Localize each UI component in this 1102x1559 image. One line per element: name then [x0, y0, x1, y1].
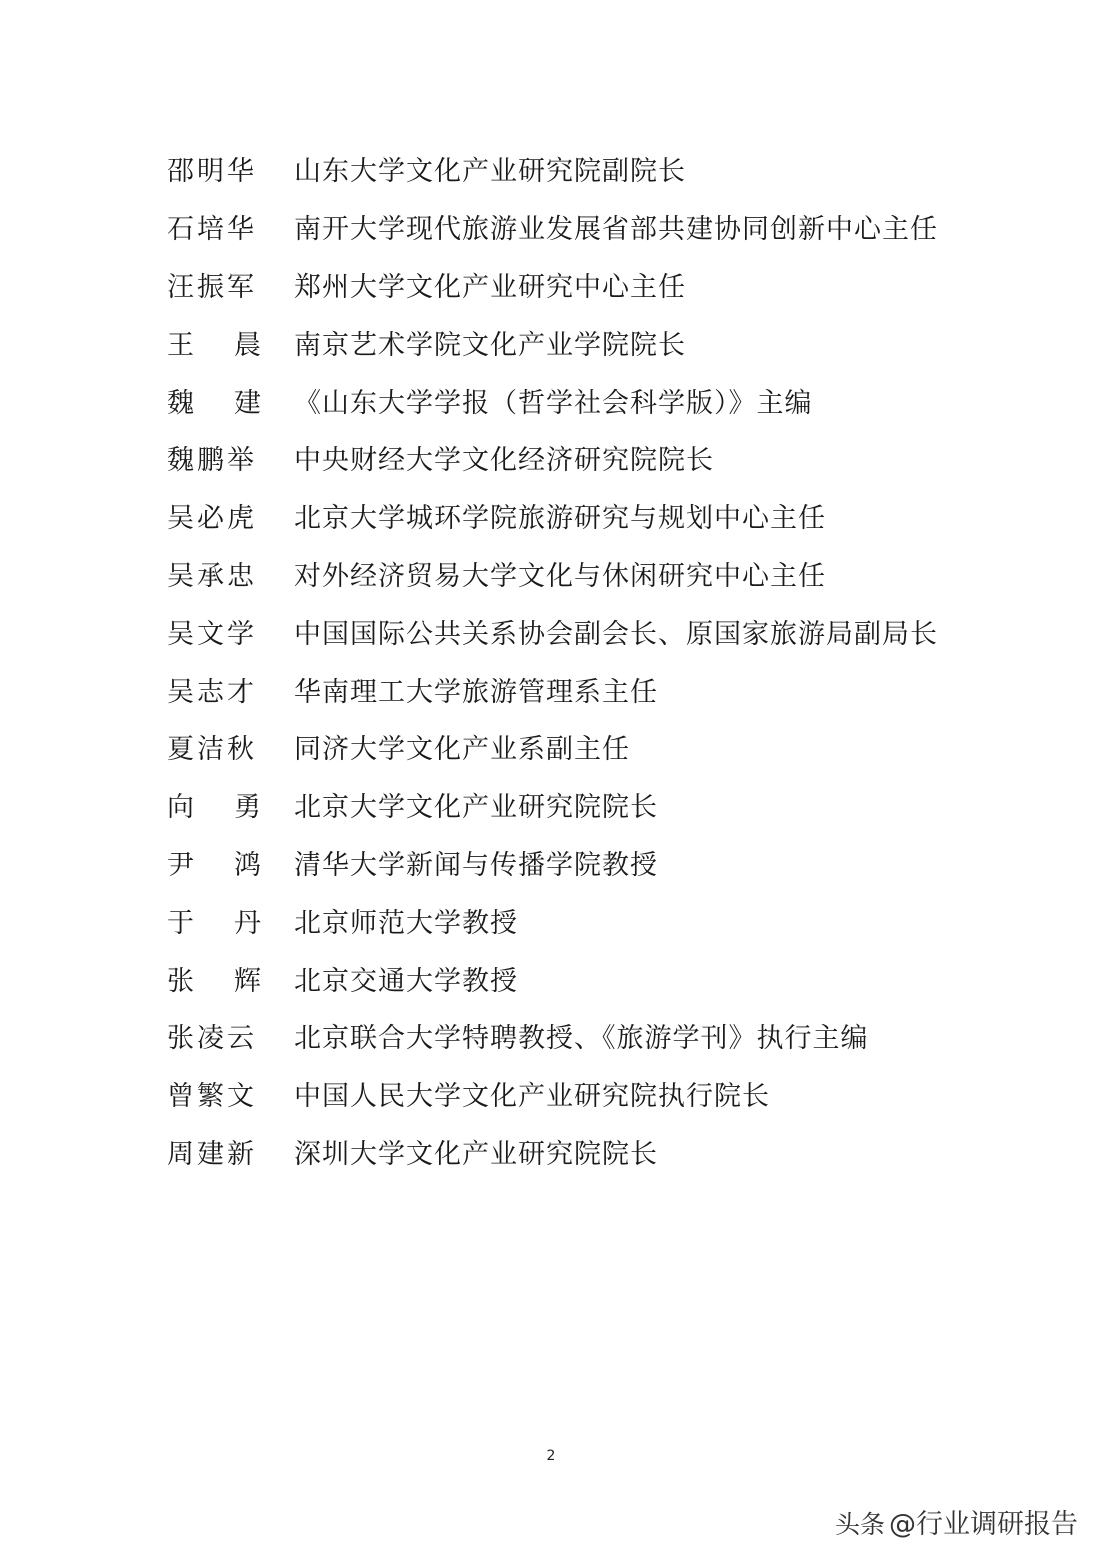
list-item [167, 660, 947, 718]
member-name: 张凌云 [167, 1023, 257, 1055]
member-title: 南京艺术学院文化产业学院院长 [294, 329, 686, 361]
member-name: 吴承忠 [167, 560, 257, 592]
member-name: 吴必虎 [167, 503, 257, 535]
list-item [167, 198, 947, 256]
member-title: 北京师范大学教授 [294, 907, 518, 939]
watermark-account: @行业调研报告 [889, 1509, 1078, 1540]
member-title: 郑州大学文化产业研究中心主任 [294, 271, 686, 303]
member-title: 中国人民大学文化产业研究院执行院长 [294, 1081, 770, 1113]
list-item [167, 1065, 947, 1123]
member-name: 魏建 [167, 387, 301, 419]
member-name: 尹鸿 [167, 849, 301, 881]
member-title: 北京联合大学特聘教授、《旅游学刊》执行主编 [294, 1023, 869, 1055]
member-title: 对外经济贸易大学文化与休闲研究中心主任 [294, 560, 826, 592]
list-item [167, 1007, 947, 1065]
member-title: 《山东大学学报（哲学社会科学版）》主编 [294, 387, 813, 419]
member-name: 汪振军 [167, 271, 257, 303]
list-item [167, 487, 947, 545]
member-name: 石培华 [167, 214, 257, 246]
list-item [167, 1123, 947, 1181]
member-title: 清华大学新闻与传播学院教授 [294, 849, 658, 881]
member-name: 魏鹏举 [167, 445, 257, 477]
watermark-brand: 头条 [834, 1510, 885, 1539]
member-name: 向勇 [167, 792, 301, 824]
list-item [167, 371, 947, 429]
page-number: 2 [546, 1448, 556, 1464]
member-name: 吴文学 [167, 618, 257, 650]
member-name: 周建新 [167, 1138, 257, 1170]
list-item [167, 834, 947, 892]
member-title: 华南理工大学旅游管理系主任 [294, 676, 658, 708]
list-item [167, 776, 947, 834]
member-title: 深圳大学文化产业研究院院长 [294, 1138, 658, 1170]
list-item [167, 891, 947, 949]
list-item [167, 140, 947, 198]
member-title: 中央财经大学文化经济研究院院长 [294, 445, 714, 477]
member-name: 曾繁文 [167, 1081, 257, 1113]
member-title: 南开大学现代旅游业发展省部共建协同创新中心主任 [294, 214, 938, 246]
list-item [167, 718, 947, 776]
member-title: 中国国际公共关系协会副会长、原国家旅游局副局长 [294, 618, 938, 650]
member-title: 北京交通大学教授 [294, 965, 518, 997]
list-item [167, 545, 947, 603]
member-name: 于丹 [167, 907, 301, 939]
list-item [167, 949, 947, 1007]
list-item [167, 313, 947, 371]
member-title: 北京大学文化产业研究院院长 [294, 792, 658, 824]
member-list [167, 140, 947, 1180]
member-name: 王晨 [167, 329, 301, 361]
member-name: 夏洁秋 [167, 734, 257, 766]
list-item [167, 256, 947, 314]
member-name: 邵明华 [167, 156, 257, 188]
watermark [835, 1502, 1078, 1541]
member-name: 张辉 [167, 965, 301, 997]
list-item [167, 602, 947, 660]
list-item [167, 429, 947, 487]
member-name: 吴志才 [167, 676, 257, 708]
member-title: 北京大学城环学院旅游研究与规划中心主任 [294, 503, 826, 535]
member-title: 山东大学文化产业研究院副院长 [294, 156, 686, 188]
member-title: 同济大学文化产业系副主任 [294, 734, 630, 766]
